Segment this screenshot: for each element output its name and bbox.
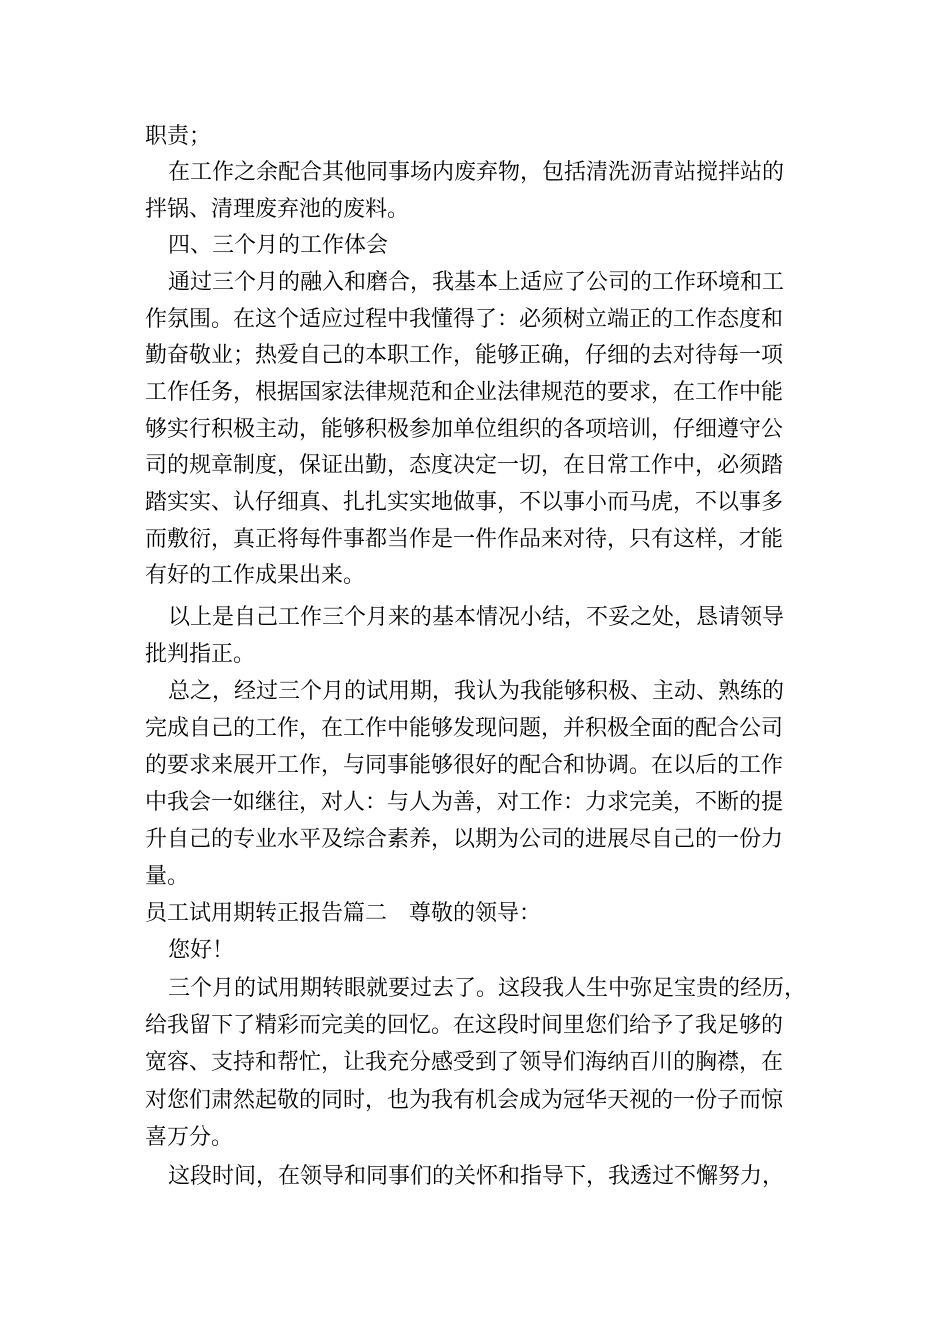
text-line: 总之，经过三个月的试用期，我认为我能够积极、主动、熟练的 [168,679,785,704]
text-line: 喜万分。 [145,1125,234,1150]
text-line: 完成自己的工作，在工作中能够发现问题，并积极全面的配合公司 [145,716,784,741]
text-line: 量。 [145,864,190,889]
text-line: 三个月的试用期转眼就要过去了。这段我人生中弥足宝贵的经历， [168,976,807,1001]
text-line: 拌锅、清理废弃池的废料。 [145,197,410,222]
text-line: 有好的工作成果出来。 [145,563,366,588]
text-line: 以上是自己工作三个月来的基本情况小结，不妥之处，恳请领导 [168,605,785,630]
text-line: 而敷衍，真正将每件事都当作是一件作品来对待，只有这样，才能 [145,527,784,552]
text-line: 工作任务，根据国家法律规范和企业法律规范的要求，在工作中能 [145,380,784,405]
text-line: 批判指正。 [145,642,256,667]
text-line: 升自己的专业水平及综合素养，以期为公司的进展尽自己的一份力 [145,827,784,852]
greeting: 您好！ [168,938,235,963]
text-line: 司的规章制度，保证出勤，态度决定一切，在日常工作中，必须踏 [145,453,784,478]
text-line: 的要求来展开工作，与同事能够很好的配合和协调。在以后的工作 [145,753,784,778]
text-line: 在工作之余配合其他同事场内废弃物，包括清洗沥青站搅拌站的 [168,160,785,185]
text-line: 职责； [145,124,212,149]
text-line: 宽容、支持和帮忙，让我充分感受到了领导们海纳百川的胸襟，在 [145,1050,784,1075]
text-line: 作氛围。在这个适应过程中我懂得了：必须树立端正的工作态度和 [145,307,784,332]
text-line: 给我留下了精彩而完美的回忆。在这段时间里您们给予了我足够的 [145,1013,784,1038]
text-line: 通过三个月的融入和磨合，我基本上适应了公司的工作环境和工 [168,270,785,295]
text-line: 踏实实、认仔细真、扎扎实实地做事，不以事小而马虎，不以事多 [145,490,784,515]
text-line: 这段时间，在领导和同事们的关怀和指导下，我透过不懈努力， [168,1164,785,1189]
text-line: 对您们肃然起敬的同时，也为我有机会成为冠华天视的一份子而惊 [145,1088,784,1113]
text-line: 够实行积极主动，能够积极参加单位组织的各项培训，仔细遵守公 [145,417,784,442]
text-line: 中我会一如继往，对人：与人为善，对工作：力求完美，不断的提 [145,790,784,815]
text-line: 勤奋敬业；热爱自己的本职工作，能够正确，仔细的去对待每一项 [145,343,784,368]
section-heading: 四、三个月的工作体会 [168,233,389,258]
section-heading: 员工试用期转正报告篇二 尊敬的领导： [145,901,542,926]
